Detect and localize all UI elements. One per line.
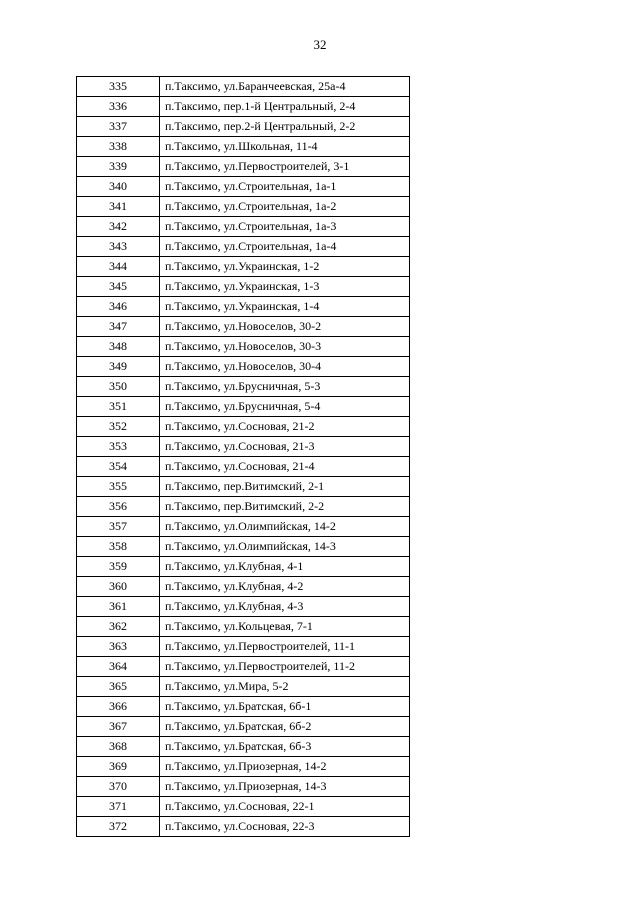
address-cell: п.Таксимо, ул.Первостроителей, 11-1	[160, 637, 410, 657]
table-row	[77, 417, 410, 437]
table-row	[77, 157, 410, 177]
table-row	[77, 137, 410, 157]
address-cell: п.Таксимо, ул.Клубная, 4-2	[160, 577, 410, 597]
row-number-cell: 336	[77, 97, 160, 117]
row-number-cell: 351	[77, 397, 160, 417]
table-row	[77, 457, 410, 477]
row-number-cell: 335	[77, 77, 160, 97]
row-number-cell: 362	[77, 617, 160, 637]
address-cell: п.Таксимо, пер.2-й Центральный, 2-2	[160, 117, 410, 137]
row-number-cell: 361	[77, 597, 160, 617]
address-cell: п.Таксимо, ул.Школьная, 11-4	[160, 137, 410, 157]
row-number-cell: 337	[77, 117, 160, 137]
address-cell: п.Таксимо, ул.Сосновая, 22-3	[160, 817, 410, 837]
table-row	[77, 477, 410, 497]
address-cell: п.Таксимо, ул.Первостроителей, 11-2	[160, 657, 410, 677]
row-number-cell: 339	[77, 157, 160, 177]
row-number-cell: 356	[77, 497, 160, 517]
address-cell: п.Таксимо, ул.Мира, 5-2	[160, 677, 410, 697]
row-number-cell: 357	[77, 517, 160, 537]
row-number-cell: 345	[77, 277, 160, 297]
address-cell: п.Таксимо, ул.Строительная, 1а-2	[160, 197, 410, 217]
table-row	[77, 677, 410, 697]
row-number-cell: 348	[77, 337, 160, 357]
table-row	[77, 717, 410, 737]
table-row	[77, 297, 410, 317]
table-row	[77, 397, 410, 417]
row-number-cell: 350	[77, 377, 160, 397]
address-cell: п.Таксимо, ул.Клубная, 4-1	[160, 557, 410, 577]
address-cell: п.Таксимо, ул.Сосновая, 21-3	[160, 437, 410, 457]
table-row	[77, 637, 410, 657]
address-cell: п.Таксимо, ул.Новоселов, 30-4	[160, 357, 410, 377]
row-number-cell: 368	[77, 737, 160, 757]
address-cell: п.Таксимо, пер.1-й Центральный, 2-4	[160, 97, 410, 117]
page-number: 32	[313, 37, 327, 52]
address-cell: п.Таксимо, ул.Строительная, 1а-1	[160, 177, 410, 197]
address-cell: п.Таксимо, ул.Новоселов, 30-3	[160, 337, 410, 357]
address-cell: п.Таксимо, ул.Украинская, 1-4	[160, 297, 410, 317]
table-row	[77, 117, 410, 137]
address-cell: п.Таксимо, ул.Приозерная, 14-2	[160, 757, 410, 777]
table-row	[77, 577, 410, 597]
table-row	[77, 797, 410, 817]
address-cell: п.Таксимо, ул.Кольцевая, 7-1	[160, 617, 410, 637]
row-number-cell: 371	[77, 797, 160, 817]
table-row	[77, 337, 410, 357]
row-number-cell: 369	[77, 757, 160, 777]
table-row	[77, 517, 410, 537]
address-cell: п.Таксимо, ул.Украинская, 1-3	[160, 277, 410, 297]
table-row	[77, 217, 410, 237]
row-number-cell: 352	[77, 417, 160, 437]
address-cell: п.Таксимо, ул.Клубная, 4-3	[160, 597, 410, 617]
address-cell: п.Таксимо, ул.Сосновая, 21-4	[160, 457, 410, 477]
address-cell: п.Таксимо, ул.Строительная, 1а-3	[160, 217, 410, 237]
table-row	[77, 597, 410, 617]
table-row	[77, 537, 410, 557]
row-number-cell: 363	[77, 637, 160, 657]
address-cell: п.Таксимо, ул.Олимпийская, 14-2	[160, 517, 410, 537]
address-table	[76, 76, 410, 837]
table-row	[77, 357, 410, 377]
row-number-cell: 340	[77, 177, 160, 197]
row-number-cell: 347	[77, 317, 160, 337]
row-number-cell: 358	[77, 537, 160, 557]
row-number-cell: 365	[77, 677, 160, 697]
row-number-cell: 364	[77, 657, 160, 677]
table-row	[77, 237, 410, 257]
row-number-cell: 343	[77, 237, 160, 257]
table-row	[77, 817, 410, 837]
table-row	[77, 617, 410, 637]
address-cell: п.Таксимо, ул.Украинская, 1-2	[160, 257, 410, 277]
table-row	[77, 757, 410, 777]
row-number-cell: 344	[77, 257, 160, 277]
row-number-cell: 366	[77, 697, 160, 717]
row-number-cell: 367	[77, 717, 160, 737]
row-number-cell: 354	[77, 457, 160, 477]
table-row	[77, 97, 410, 117]
address-cell: п.Таксимо, ул.Строительная, 1а-4	[160, 237, 410, 257]
table-row	[77, 277, 410, 297]
table-row	[77, 177, 410, 197]
row-number-cell: 353	[77, 437, 160, 457]
address-cell: п.Таксимо, ул.Брусничная, 5-3	[160, 377, 410, 397]
address-cell: п.Таксимо, ул.Приозерная, 14-3	[160, 777, 410, 797]
address-cell: п.Таксимо, ул.Братская, 6б-1	[160, 697, 410, 717]
address-cell: п.Таксимо, пер.Витимский, 2-2	[160, 497, 410, 517]
table-row	[77, 777, 410, 797]
row-number-cell: 360	[77, 577, 160, 597]
row-number-cell: 349	[77, 357, 160, 377]
row-number-cell: 370	[77, 777, 160, 797]
table-row	[77, 697, 410, 717]
row-number-cell: 359	[77, 557, 160, 577]
row-number-cell: 372	[77, 817, 160, 837]
address-cell: п.Таксимо, ул.Сосновая, 22-1	[160, 797, 410, 817]
address-table-body	[77, 77, 410, 837]
address-cell: п.Таксимо, пер.Витимский, 2-1	[160, 477, 410, 497]
address-cell: п.Таксимо, ул.Олимпийская, 14-3	[160, 537, 410, 557]
address-cell: п.Таксимо, ул.Баранчеевская, 25а-4	[160, 77, 410, 97]
row-number-cell: 338	[77, 137, 160, 157]
table-row	[77, 737, 410, 757]
table-row	[77, 377, 410, 397]
address-cell: п.Таксимо, ул.Первостроителей, 3-1	[160, 157, 410, 177]
address-cell: п.Таксимо, ул.Новоселов, 30-2	[160, 317, 410, 337]
table-row	[77, 657, 410, 677]
table-row	[77, 317, 410, 337]
address-cell: п.Таксимо, ул.Брусничная, 5-4	[160, 397, 410, 417]
address-cell: п.Таксимо, ул.Братская, 6б-3	[160, 737, 410, 757]
address-cell: п.Таксимо, ул.Сосновая, 21-2	[160, 417, 410, 437]
table-row	[77, 257, 410, 277]
row-number-cell: 342	[77, 217, 160, 237]
address-cell: п.Таксимо, ул.Братская, 6б-2	[160, 717, 410, 737]
row-number-cell: 341	[77, 197, 160, 217]
table-row	[77, 497, 410, 517]
table-row	[77, 557, 410, 577]
row-number-cell: 355	[77, 477, 160, 497]
table-row	[77, 197, 410, 217]
table-row	[77, 437, 410, 457]
row-number-cell: 346	[77, 297, 160, 317]
table-row	[77, 77, 410, 97]
